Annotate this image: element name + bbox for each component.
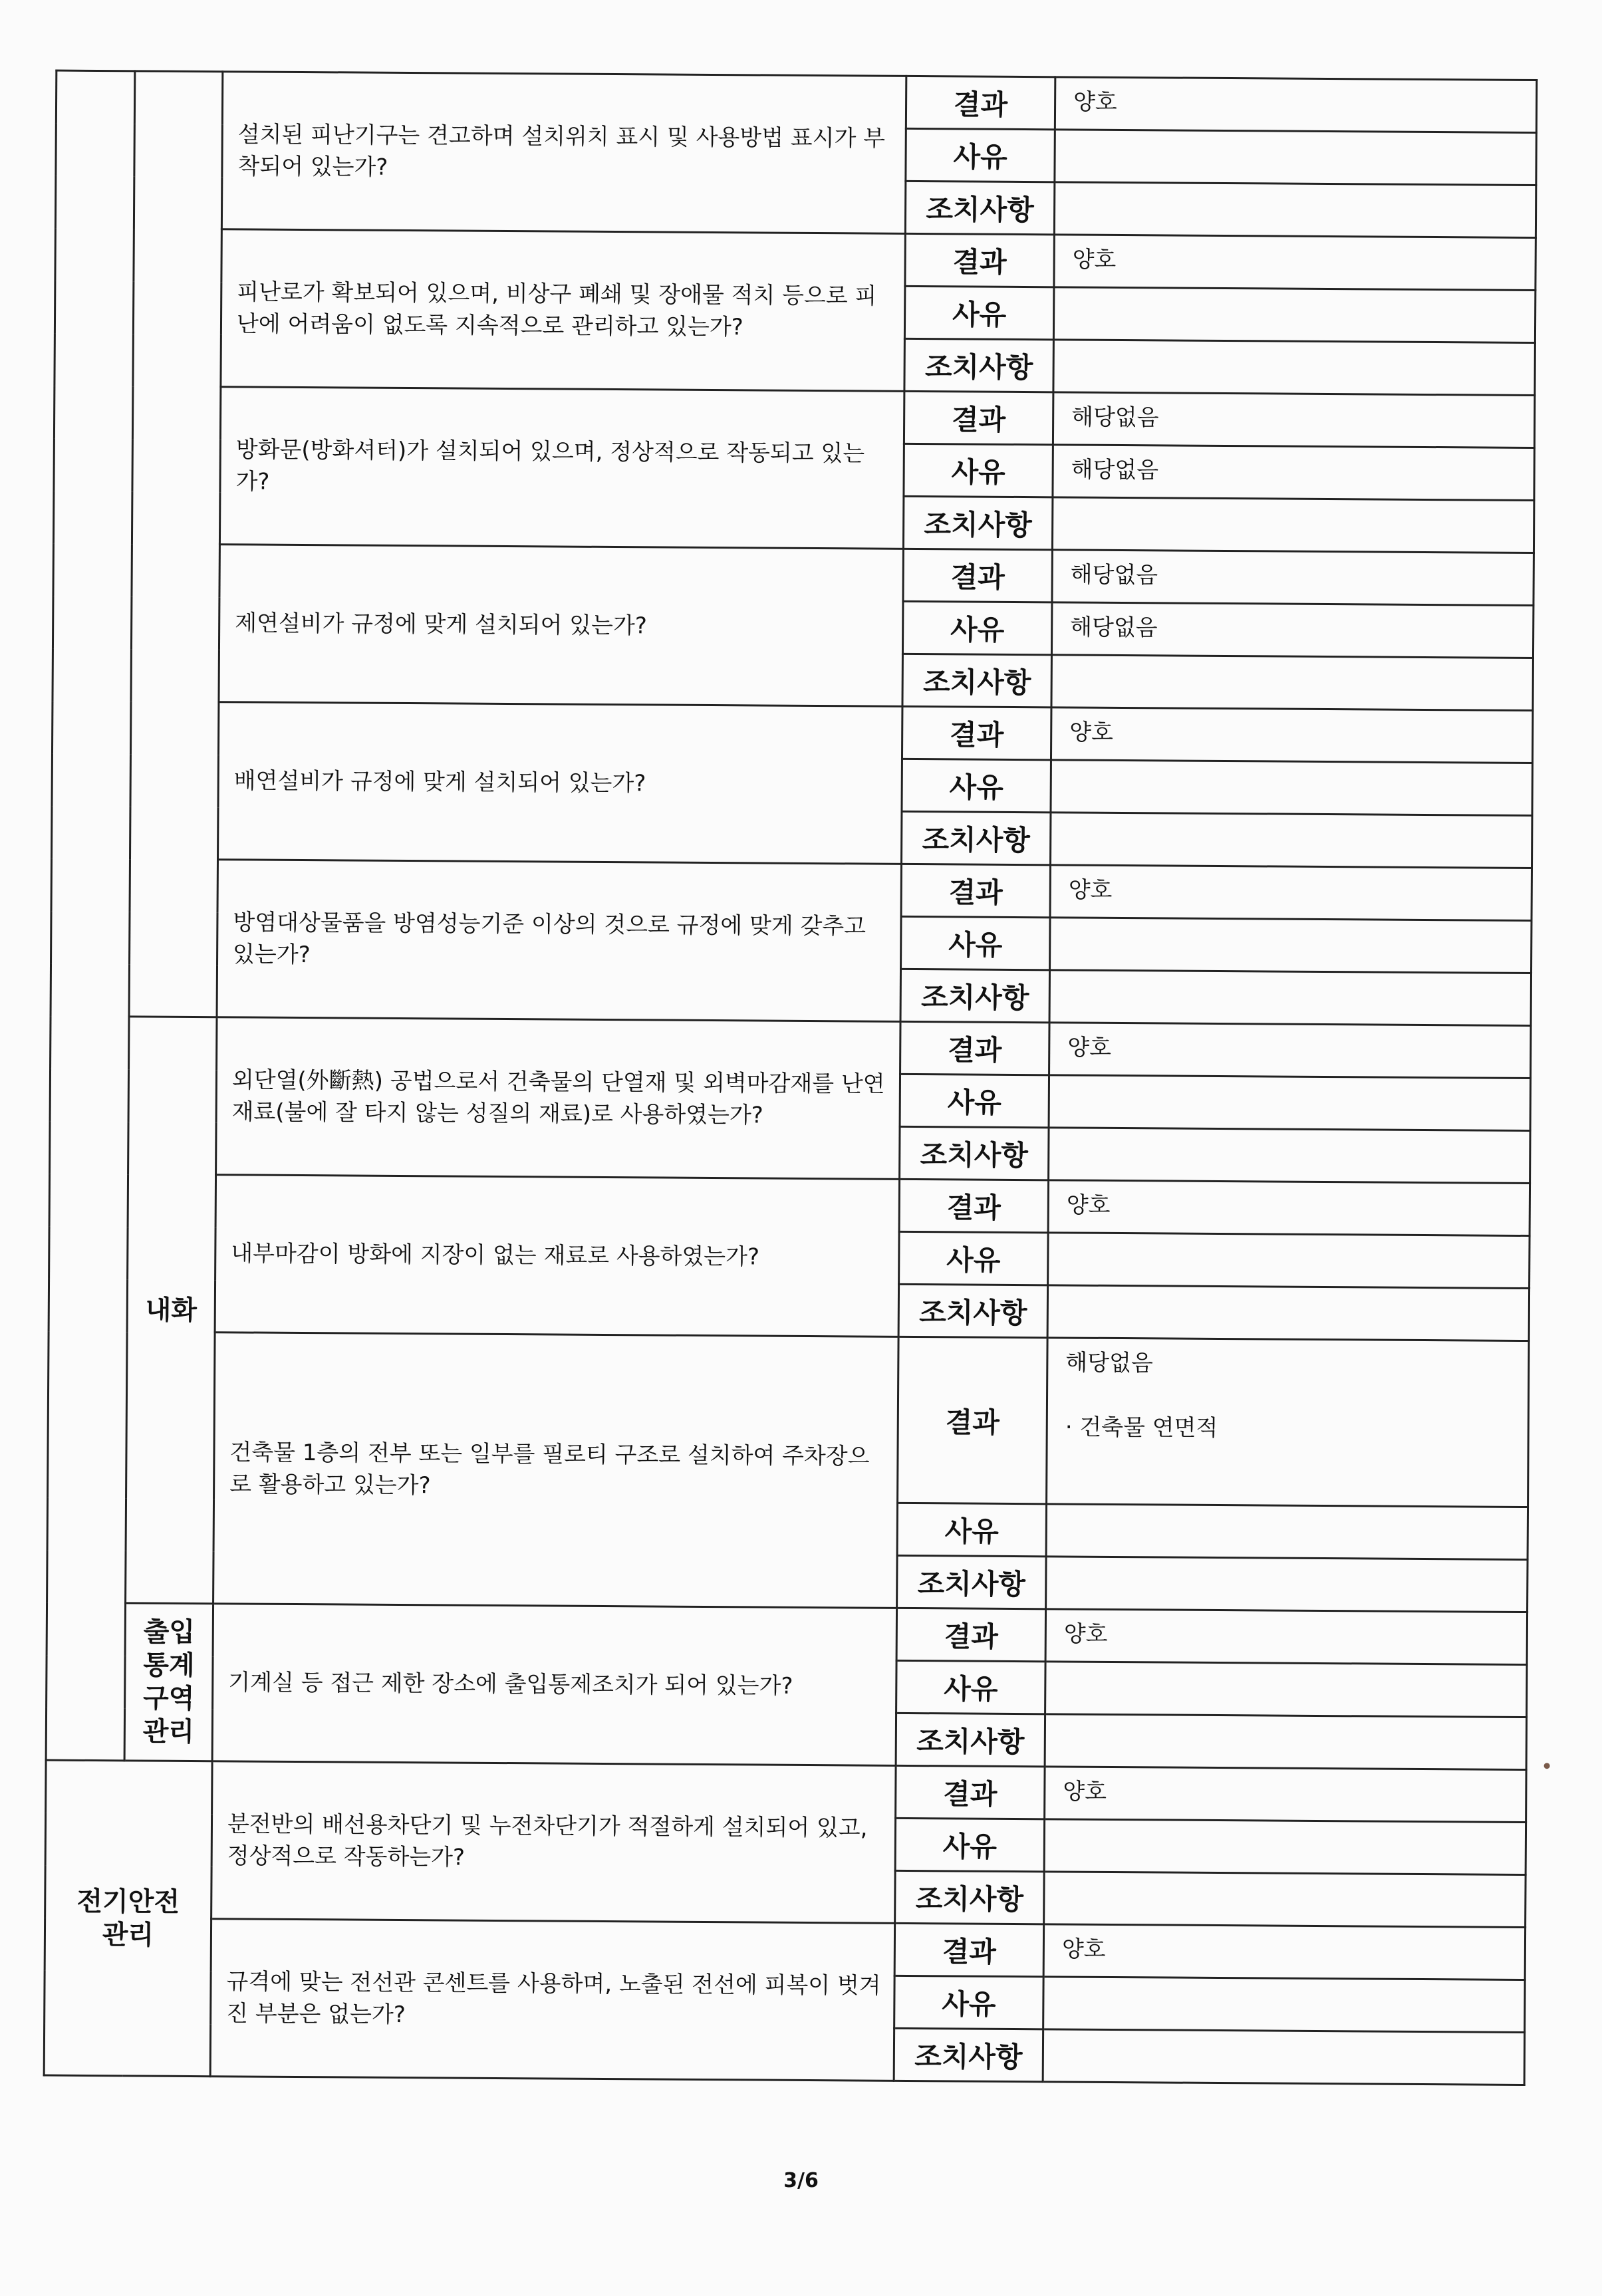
- reason-label: 사유: [902, 601, 1051, 654]
- reason-label: 사유: [904, 286, 1053, 339]
- checklist-question: 내부마감이 방화에 지장이 없는 재료로 사용하였는가?: [215, 1175, 899, 1337]
- reason-value[interactable]: [1044, 1819, 1526, 1875]
- action-label: 조치사항: [895, 1870, 1044, 1924]
- action-value[interactable]: [1045, 1714, 1526, 1770]
- result-value[interactable]: 양호: [1045, 1767, 1526, 1823]
- reason-label: 사유: [894, 1976, 1043, 2029]
- reason-value[interactable]: [1046, 1504, 1528, 1560]
- checklist-question: 배연설비가 규정에 맞게 설치되어 있는가?: [217, 702, 902, 864]
- result-note: · 건축물 연면적: [1065, 1414, 1218, 1442]
- result-value[interactable]: [1047, 1338, 1530, 1507]
- subsection-label: 내화: [145, 1295, 198, 1326]
- checklist-question: 규격에 맞는 전선관 콘센트를 사용하며, 노출된 전선에 피복이 벗겨진 부분은 없는가?: [210, 1919, 894, 2081]
- reason-label: 사유: [902, 759, 1051, 812]
- checklist-question: 건축물 1층의 전부 또는 일부를 필로티 구조로 설치하여 주차장으로 활용하고 있는가?: [213, 1333, 899, 1608]
- result-value[interactable]: 양호: [1043, 1924, 1525, 1980]
- action-label: 조치사항: [900, 969, 1049, 1022]
- reason-label: 사유: [896, 1660, 1045, 1714]
- action-value[interactable]: [1051, 655, 1533, 711]
- action-label: 조치사항: [897, 1555, 1046, 1608]
- page-number: 3/6: [783, 2169, 819, 2192]
- result-label: 결과: [901, 864, 1050, 917]
- checklist-question: 피난로가 확보되어 있으며, 비상구 폐쇄 및 장애물 적치 등으로 피난에 어려움이 없도록 지속적으로 관리하고 있는가?: [221, 229, 905, 392]
- result-value[interactable]: 해당없음: [1052, 550, 1534, 606]
- result-value[interactable]: 양호: [1051, 707, 1532, 763]
- action-label: 조치사항: [904, 338, 1053, 392]
- reason-value[interactable]: [1043, 1977, 1525, 2033]
- result-label: 결과: [906, 76, 1055, 129]
- action-label: 조치사항: [900, 1126, 1049, 1180]
- result-value[interactable]: 해당없음: [1053, 392, 1534, 448]
- checklist-question: 설치된 피난기구는 견고하며 설치위치 표시 및 사용방법 표시가 부착되어 있는가?: [221, 72, 906, 234]
- result-label: 결과: [904, 391, 1053, 444]
- action-value[interactable]: [1043, 2029, 1524, 2085]
- action-value[interactable]: [1049, 970, 1531, 1026]
- reason-value[interactable]: 해당없음: [1051, 602, 1533, 658]
- reason-value[interactable]: [1048, 1233, 1530, 1289]
- reason-label: 사유: [895, 1818, 1044, 1871]
- result-label: 결과: [900, 1021, 1049, 1075]
- result-label: 결과: [902, 706, 1051, 759]
- result-label: 결과: [905, 233, 1054, 287]
- action-value[interactable]: [1054, 182, 1535, 238]
- reason-value[interactable]: [1055, 130, 1536, 186]
- action-label: 조치사항: [905, 181, 1054, 234]
- checklist-question: 기계실 등 접근 제한 장소에 출입통제조치가 되어 있는가?: [212, 1604, 896, 1766]
- checklist-question: 제연설비가 규정에 맞게 설치되어 있는가?: [219, 545, 903, 707]
- result-value-stack: [1065, 1344, 1528, 1480]
- inspection-checklist-table: [43, 70, 1538, 2086]
- reason-label: 사유: [899, 1231, 1048, 1285]
- action-label: 조치사항: [898, 1284, 1047, 1337]
- result-value[interactable]: 양호: [1050, 865, 1532, 921]
- action-label: 조치사항: [903, 496, 1052, 549]
- action-label: 조치사항: [896, 1713, 1045, 1766]
- reason-label: 사유: [901, 916, 1050, 969]
- action-value[interactable]: [1050, 813, 1532, 868]
- action-value[interactable]: [1049, 1128, 1530, 1184]
- action-label: 조치사항: [902, 654, 1051, 707]
- reason-label: 사유: [906, 128, 1055, 182]
- reason-label: 사유: [900, 1074, 1049, 1127]
- reason-label: 사유: [897, 1503, 1046, 1556]
- paper-speck: [1544, 1763, 1550, 1769]
- result-label: 결과: [899, 1179, 1048, 1232]
- section-label-electrical-safety: [44, 1760, 212, 2077]
- action-value[interactable]: [1046, 1557, 1528, 1612]
- reason-value[interactable]: [1050, 918, 1532, 973]
- checklist-question: 외단열(外斷熱) 공법으로서 건축물의 단열재 및 외벽마감재를 난연재료(불에 잘 타지 않는 성질의 재료)로 사용하였는가?: [216, 1017, 900, 1180]
- action-value[interactable]: [1047, 1285, 1529, 1341]
- section-cell-blank: [46, 70, 135, 1761]
- action-value[interactable]: [1052, 497, 1534, 553]
- result-label: 결과: [894, 1923, 1043, 1976]
- section-label: 전기안전 관리: [76, 1886, 180, 1951]
- reason-label: 사유: [904, 444, 1053, 497]
- checklist-question: 방화문(방화셔터)가 설치되어 있으며, 정상적으로 작동되고 있는가?: [219, 387, 904, 549]
- subsection-label-access-control: [124, 1603, 213, 1761]
- result-label: 결과: [903, 549, 1052, 602]
- action-label: 조치사항: [901, 811, 1050, 864]
- reason-value[interactable]: 해당없음: [1053, 445, 1534, 501]
- subsection-cell-blank: [129, 71, 223, 1017]
- action-label: 조치사항: [894, 2028, 1043, 2081]
- result-value[interactable]: 양호: [1049, 1023, 1531, 1079]
- reason-value[interactable]: [1051, 760, 1532, 816]
- action-value[interactable]: [1044, 1872, 1526, 1928]
- result-value[interactable]: 양호: [1045, 1609, 1527, 1665]
- result-value[interactable]: 양호: [1055, 77, 1536, 133]
- reason-value[interactable]: [1049, 1075, 1530, 1131]
- result-value[interactable]: 양호: [1048, 1180, 1530, 1236]
- result-label: 결과: [896, 1765, 1045, 1819]
- result-text: 해당없음: [1065, 1349, 1153, 1377]
- subsection-label-fireproof: [126, 1017, 217, 1604]
- action-value[interactable]: [1053, 340, 1535, 396]
- reason-value[interactable]: [1053, 287, 1535, 343]
- subsection-label: 출입 통계 구역 관리: [142, 1616, 196, 1748]
- checklist-question: 방염대상물품을 방염성능기준 이상의 것으로 규정에 맞게 갖추고 있는가?: [217, 860, 901, 1022]
- reason-value[interactable]: [1045, 1662, 1527, 1718]
- checklist-question: 분전반의 배선용차단기 및 누전차단기가 적절하게 설치되어 있고, 정상적으로 작동하는가?: [211, 1761, 896, 1924]
- result-value[interactable]: 양호: [1054, 235, 1535, 291]
- result-label: 결과: [896, 1608, 1045, 1661]
- result-label: 결과: [898, 1337, 1048, 1503]
